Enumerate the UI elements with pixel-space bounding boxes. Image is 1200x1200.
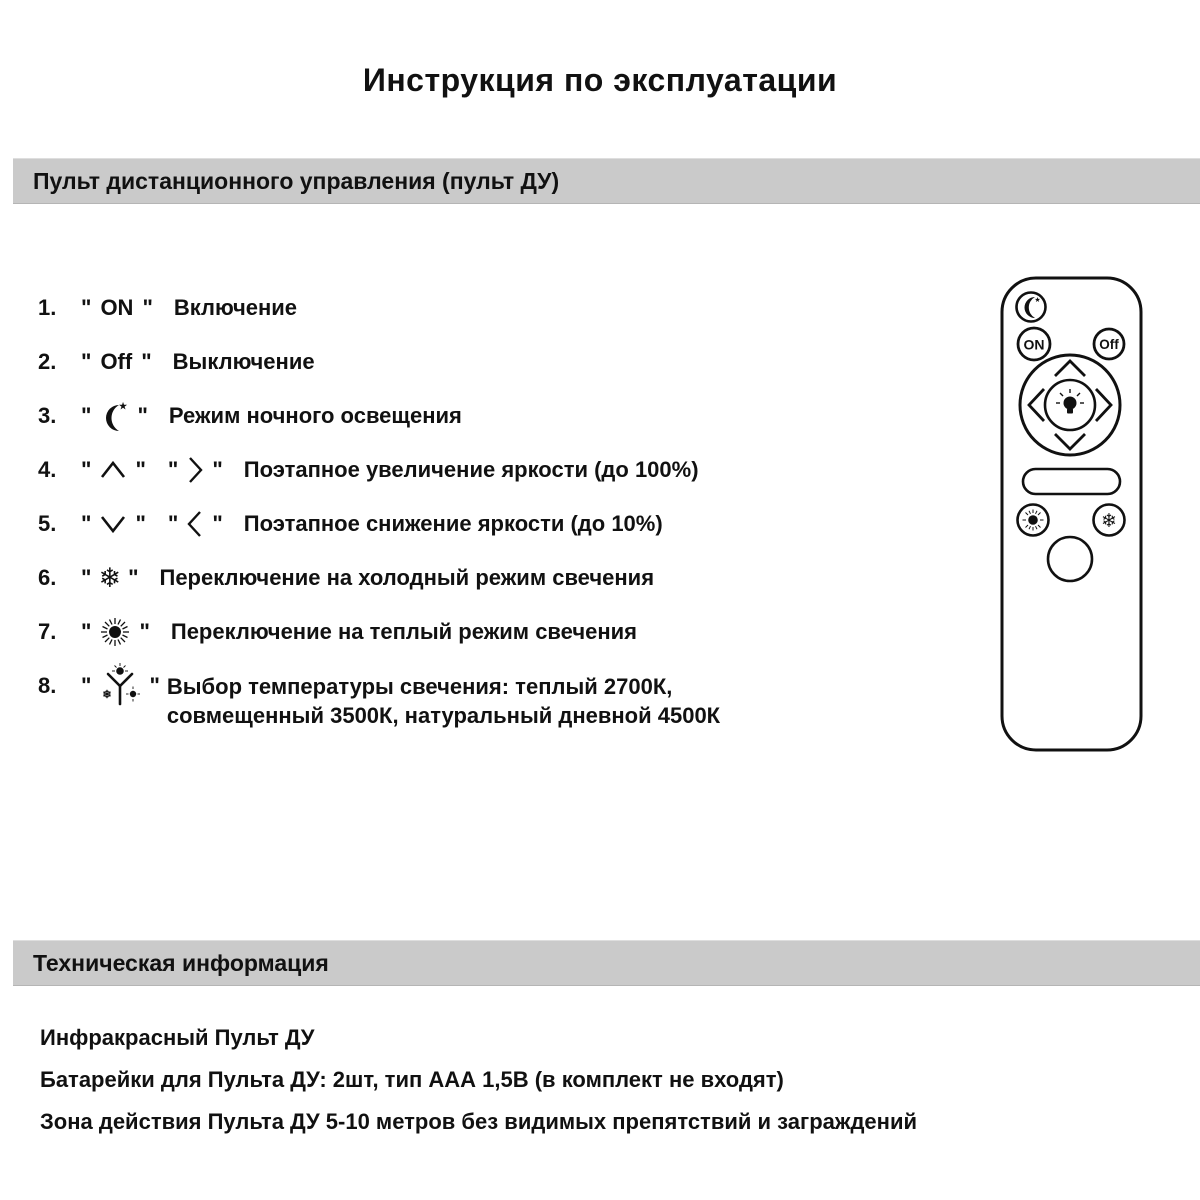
- svg-text:★: ★: [119, 401, 128, 411]
- quote-mark: ": [149, 673, 160, 698]
- quote-mark: ": [212, 457, 223, 482]
- quote-mark: ": [141, 349, 152, 374]
- list-item-cold-mode: [38, 551, 958, 605]
- item-number: 2.: [38, 349, 57, 374]
- quote-mark: ": [135, 457, 146, 482]
- snowflake-icon: ❄: [98, 562, 122, 594]
- instruction-list: [38, 281, 958, 730]
- crescent-moon-star-icon: [98, 399, 130, 433]
- item-number: 1.: [38, 295, 57, 320]
- page-title: Инструкция по эксплуатации: [362, 62, 838, 98]
- svg-text:★: ★: [1034, 297, 1041, 304]
- tech-line-remote-type: Инфракрасный Пульт ДУ: [40, 1025, 315, 1050]
- item-number: 3.: [38, 403, 57, 428]
- quote-mark: ": [81, 511, 92, 536]
- tech-info: [40, 1026, 917, 1152]
- section-header-remote-label: Пульт дистанционного управления (пульт ДУ): [33, 167, 560, 194]
- chevron-left-icon: [185, 509, 205, 539]
- quote-mark: ": [167, 511, 179, 536]
- quote-mark: ": [81, 349, 92, 374]
- list-item-night-mode: [38, 389, 958, 443]
- quote-mark: ": [128, 565, 139, 590]
- caret-up-icon: [98, 458, 128, 482]
- list-item-temperature-select: [38, 659, 958, 730]
- item-number: 4.: [38, 457, 57, 482]
- quote-mark: ": [142, 295, 153, 320]
- item-number: 6.: [38, 565, 57, 590]
- list-item-brightness-down: [38, 497, 958, 551]
- item-label: Переключение на теплый режим свечения: [170, 619, 638, 644]
- quote-mark: ": [81, 565, 92, 590]
- chevron-right-icon: [185, 455, 205, 485]
- section-header-remote: [13, 158, 1200, 204]
- item-label: Включение: [173, 295, 298, 320]
- tech-line-batteries: Батарейки для Пульта ДУ: 2шт, тип ААА 1,5В (в комплект не входят): [40, 1067, 784, 1092]
- quote-mark: ": [81, 403, 92, 428]
- remote-control-illustration: [1000, 276, 1143, 752]
- item-number: 5.: [38, 511, 57, 536]
- button-code: Off: [100, 349, 133, 374]
- list-item-off: [38, 335, 958, 389]
- sun-icon: [98, 615, 132, 649]
- list-item-on: [38, 281, 958, 335]
- quote-mark: ": [81, 457, 92, 482]
- caret-down-icon: [98, 512, 128, 536]
- quote-mark: ": [81, 673, 92, 698]
- quote-mark: ": [81, 619, 92, 644]
- tech-line-range: Зона действия Пульта ДУ 5-10 метров без видимых препятствий и заграждений: [40, 1109, 918, 1134]
- item-label: Выбор температуры свечения: теплый 2700К,: [166, 674, 673, 699]
- list-item-brightness-up: [38, 443, 958, 497]
- item-number: 8.: [38, 673, 57, 698]
- item-label-line2: совмещенный 3500К, натуральный дневной 4500К: [166, 703, 721, 728]
- quote-mark: ": [212, 511, 223, 536]
- quote-mark: ": [135, 511, 146, 536]
- quote-mark: ": [139, 619, 150, 644]
- item-label: Поэтапное увеличение яркости (до 100%): [243, 457, 699, 482]
- quote-mark: ": [167, 457, 179, 482]
- item-label: Переключение на холодный режим свечения: [159, 565, 655, 590]
- button-code: ON: [100, 295, 134, 320]
- section-header-tech: [13, 940, 1200, 986]
- section-header-tech-label: Техническая информация: [33, 949, 329, 976]
- quote-mark: ": [137, 403, 148, 428]
- svg-text:ON: ON: [1023, 336, 1045, 353]
- quote-mark: ": [81, 295, 92, 320]
- item-number: 7.: [38, 619, 57, 644]
- svg-text:❄: ❄: [102, 689, 113, 701]
- item-label: Режим ночного освещения: [168, 403, 462, 428]
- item-label: Выключение: [172, 349, 315, 374]
- item-label: Поэтапное снижение яркости (до 10%): [243, 511, 663, 536]
- snowflake-icon: ❄: [1101, 511, 1117, 532]
- svg-text:Off: Off: [1099, 337, 1119, 352]
- temperature-select-icon: [98, 662, 142, 710]
- list-item-warm-mode: [38, 605, 958, 659]
